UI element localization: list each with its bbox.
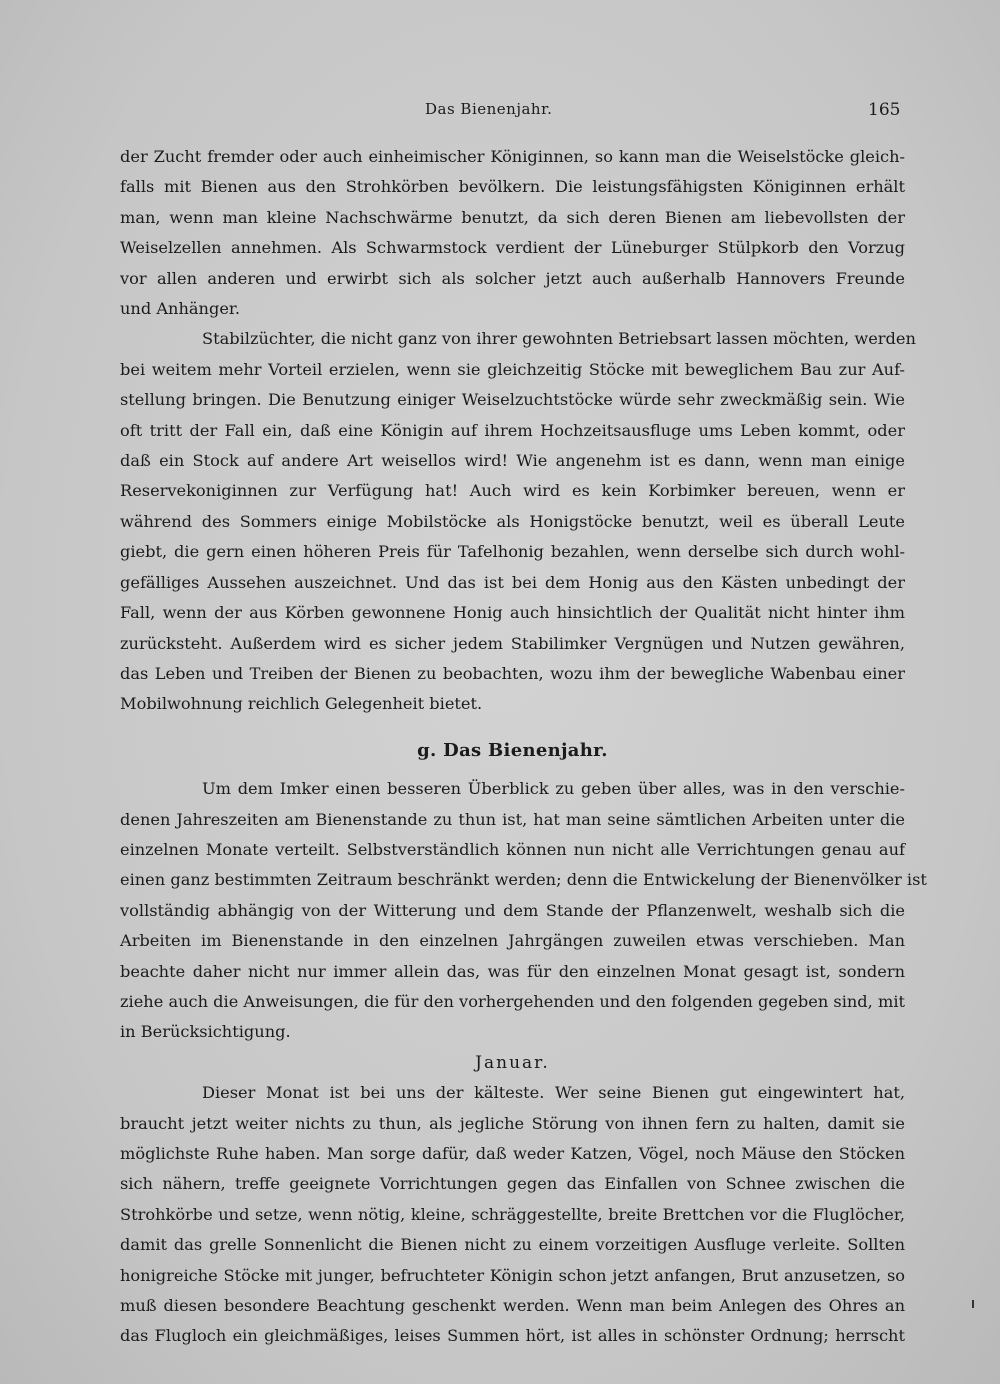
- text-line: daß ein Stock auf andere Art weisellos wird! Wie angenehm ist es dann, wenn man einige: [120, 451, 905, 471]
- text-line: honigreiche Stöcke mit junger, befruchteter Königin schon jetzt anfangen, Brut anzusetzen, so: [120, 1265, 905, 1285]
- text-line: stellung bringen. Die Benutzung einiger Weiselzuchtstöcke würde sehr zweckmäßig sein. Wie: [120, 390, 905, 410]
- paragraph-1: [120, 142, 905, 324]
- text-line: einen ganz bestimmten Zeitraum beschränkt werden; denn die Entwickelung der Bienenvölker ist: [120, 870, 927, 890]
- text-line: und Anhänger.: [120, 299, 241, 319]
- text-line: braucht jetzt weiter nichts zu thun, als jegliche Störung von ihnen fern zu halten, damit sie: [120, 1113, 905, 1133]
- text-line: Fall, wenn der aus Körben gewonnene Honig auch hinsichtlich der Qualität nicht hinter ihm: [120, 603, 905, 623]
- text-line: Mobilwohnung reichlich Gelegenheit bietet.: [120, 694, 483, 714]
- text-line: beachte daher nicht nur immer allein das, was für den einzelnen Monat gesagt ist, sondern: [120, 961, 905, 981]
- text-line: bei weitem mehr Vorteil erzielen, wenn sie gleichzeitig Stöcke mit beweglichem Bau zur Auf-: [120, 359, 905, 379]
- text-line: vollständig abhängig von der Witterung und dem Stande der Pflanzenwelt, weshalb sich die: [120, 900, 905, 920]
- text-line: gefälliges Aussehen auszeichnet. Und das ist bei dem Honig aus den Kästen unbedingt der: [120, 572, 905, 592]
- text-line: Stabilzüchter, die nicht ganz von ihrer gewohnten Betriebsart lassen möchten, werden: [202, 329, 916, 349]
- text-line: vor allen anderen und erwirbt sich als solcher jetzt auch außerhalb Hannovers Freunde: [120, 268, 905, 288]
- text-line: in Berücksichtigung.: [120, 1022, 291, 1042]
- text-line: oft tritt der Fall ein, daß eine Königin auf ihrem Hochzeitsausfluge ums Leben kommt, oder: [120, 420, 905, 440]
- text-line: man, wenn man kleine Nachschwärme benutzt, da sich deren Bienen am liebevollsten der: [120, 207, 905, 227]
- page-number: 165: [868, 100, 901, 120]
- paragraph-3: [120, 774, 927, 1048]
- text-line: Um dem Imker einen besseren Überblick zu geben über alles, was in den verschie-: [202, 779, 905, 799]
- text-line: das Flugloch ein gleichmäßiges, leises Summen hört, ist alles in schönster Ordnung; herrscht: [120, 1326, 905, 1346]
- text-line: während des Sommers einige Mobilstöcke als Honigstöcke benutzt, weil es überall Leute: [120, 511, 905, 531]
- paragraph-2: [120, 324, 916, 719]
- text-line: damit das grelle Sonnenlicht die Bienen nicht zu einem vorzeitigen Ausfluge verleite. Sollten: [120, 1235, 905, 1255]
- text-line: Strohkörbe und setze, wenn nötig, kleine, schräggestellte, breite Brettchen vor die Fluglöcher,: [120, 1204, 905, 1224]
- text-line: Weiselzellen annehmen. Als Schwarmstock verdient der Lüneburger Stülpkorb den Vorzug: [120, 238, 905, 258]
- text-line: das Leben und Treiben der Bienen zu beobachten, wozu ihm der bewegliche Wabenbau einer: [120, 663, 905, 683]
- text-line: der Zucht fremder oder auch einheimischer Königinnen, so kann man die Weiselstöcke gleich-: [120, 147, 905, 166]
- text-line: einzelnen Monate verteilt. Selbstverständlich können nun nicht alle Verrichtungen genau auf: [120, 839, 905, 859]
- text-line: giebt, die gern einen höheren Preis für Tafelhonig bezahlen, wenn derselbe sich durch wohl-: [120, 542, 905, 562]
- text-line: möglichste Ruhe haben. Man sorge dafür, daß weder Katzen, Vögel, noch Mäuse den Stöcken: [120, 1144, 905, 1163]
- running-head: Das Bienenjahr.: [425, 100, 553, 118]
- section-heading: g. Das Bienenjahr.: [417, 739, 608, 761]
- text-line: sich nähern, treffe geeignete Vorrichtungen gegen das Einfallen von Schnee zwischen die: [120, 1174, 905, 1194]
- text-line: ziehe auch die Anweisungen, die für den vorhergehenden und den folgenden gegeben sind, mit: [120, 991, 905, 1011]
- paragraph-4: [120, 1078, 905, 1352]
- text-line: Arbeiten im Bienenstande in den einzelnen Jahrgängen zuweilen etwas verschieben. Man: [120, 931, 905, 951]
- subsection-heading: Januar.: [475, 1052, 550, 1073]
- page-body: [120, 142, 927, 1352]
- text-line: zurücksteht. Außerdem wird es sicher jedem Stabilimker Vergnügen und Nutzen gewähren,: [120, 633, 905, 653]
- text-line: Reservekoniginnen zur Verfügung hat! Auch wird es kein Korbimker bereuen, wenn er: [120, 481, 905, 501]
- text-line: falls mit Bienen aus den Strohkörben bevölkern. Die leistungsfähigsten Königinnen erhält: [120, 177, 905, 197]
- text-line: muß diesen besondere Beachtung geschenkt werden. Wenn man beim Anlegen des Ohres an: [120, 1296, 905, 1316]
- text-line: Dieser Monat ist bei uns der kälteste. Wer seine Bienen gut eingewintert hat,: [202, 1083, 905, 1103]
- text-line: denen Jahreszeiten am Bienenstande zu thun ist, hat man seine sämtlichen Arbeiten unter die: [120, 809, 905, 829]
- margin-mark: [972, 1300, 974, 1308]
